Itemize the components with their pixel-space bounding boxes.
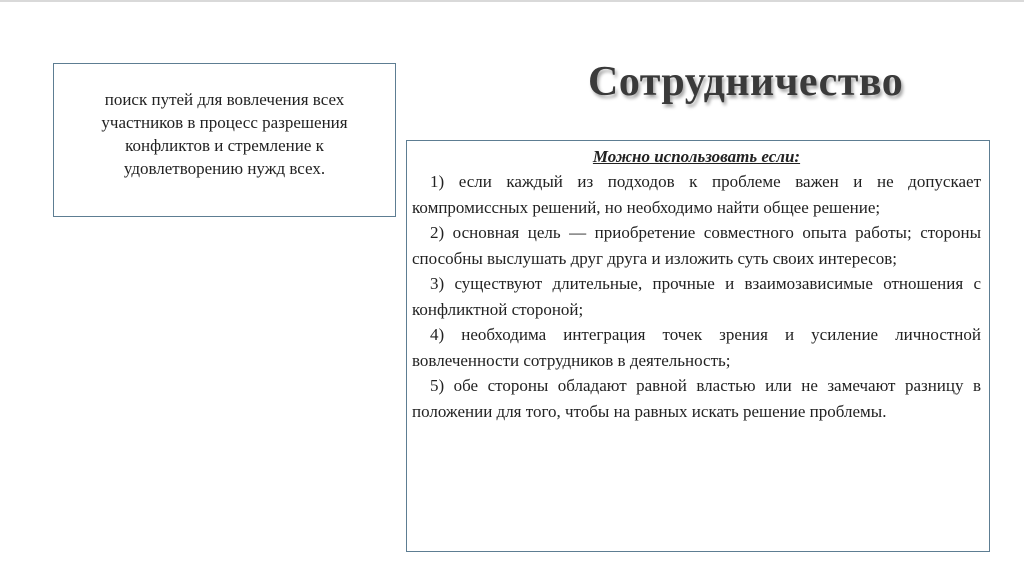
condition-item-5: 5) обе стороны обладают равной властью или не замечают разницу в положении для того, чтобы на равных искать решение проблемы. <box>412 376 981 421</box>
definition-box <box>53 63 396 217</box>
condition-item-1: 1) если каждый из подходов к проблеме важен и не допускает компромиссных решений, но необходимо найти общее решение; <box>412 172 981 217</box>
condition-item-3: 3) существуют длительные, прочные и взаимозависимые отношения с конфликтной стороной; <box>412 274 981 319</box>
condition-item-4: 4) необходима интеграция точек зрения и усиление личностной вовлеченности сотрудников в деятельность; <box>412 325 981 370</box>
slide-title: Сотрудничество <box>588 59 904 105</box>
definition-text: поиск путей для вовлечения всех участников в процесс разрешения конфликтов и стремление к удовлетворению нужд всех. <box>101 90 348 178</box>
top-divider <box>0 0 1024 2</box>
condition-item-2: 2) основная цель — приобретение совместного опыта работы; стороны способны выслушать друг друга и изложить суть своих интересов; <box>412 223 981 268</box>
conditions-box <box>406 140 990 552</box>
conditions-heading: Можно использовать если: <box>592 147 801 166</box>
